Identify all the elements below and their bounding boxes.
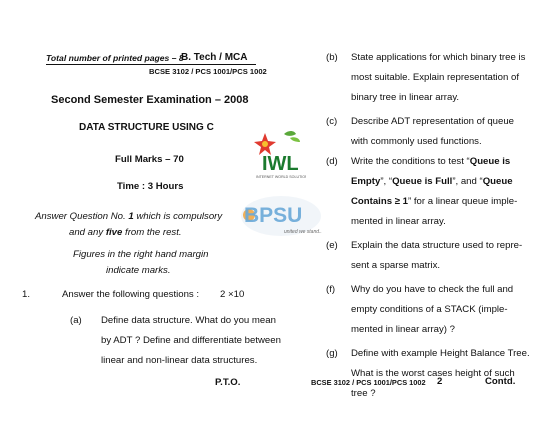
question-1-number: 1. <box>22 289 31 300</box>
course-codes: BCSE 3102 / PCS 1001/PCS 1002 <box>149 67 267 76</box>
instructions-line-3: Figures in the right hand margin <box>73 249 209 260</box>
question-d-line-1: Write the conditions to test “Queue is <box>351 156 511 167</box>
question-c-line-1: Describe ADT representation of queue <box>351 116 515 127</box>
svg-text:INTERNET WORLD SOLUTIONS: INTERNET WORLD SOLUTIONS <box>256 175 306 179</box>
question-d-line-4: mented in linear array. <box>351 216 446 227</box>
question-1-text: Answer the following questions : <box>62 289 200 300</box>
question-f-label: (f) <box>326 284 336 295</box>
question-d-label: (d) <box>326 156 338 167</box>
question-e-line-1: Explain the data structure used to repre- <box>351 240 523 251</box>
instructions-line-4: indicate marks. <box>106 265 171 276</box>
question-f-line-3: mented in linear array) ? <box>351 324 455 335</box>
footer-course-codes: BCSE 3102 / PCS 1001/PCS 1002 <box>311 378 426 387</box>
time-allowed: Time : 3 Hours <box>117 181 184 192</box>
question-1-marks: 2 ×10 <box>220 289 245 300</box>
instructions-line-1: Answer Question No. 1 which is compulsory <box>35 211 223 222</box>
iwl-logo <box>250 128 306 180</box>
question-d-line-2: Empty”, “Queue is Full”, and “Queue <box>351 176 513 187</box>
question-f-line-1: Why do you have to check the full and <box>351 284 514 295</box>
question-g-line-2: What is the worst cases height of such <box>351 368 515 379</box>
instructions-line-2: and any five from the rest. <box>69 227 182 238</box>
question-e-line-2: sent a sparse matrix. <box>351 260 441 271</box>
total-pages-label: Total number of printed pages – 8 <box>46 53 184 63</box>
question-1a-line-3: linear and non-linear data structures. <box>101 355 258 366</box>
question-f-line-2: empty conditions of a STACK (imple- <box>351 304 508 315</box>
iwl-logo-graphic <box>250 128 306 180</box>
bpsu-logo <box>240 195 322 237</box>
exam-title: Second Semester Examination – 2008 <box>51 94 249 106</box>
question-1a-line-1: Define data structure. What do you mean <box>101 315 276 326</box>
question-g-line-1: Define with example Height Balance Tree. <box>351 348 530 359</box>
svg-text:IWL: IWL <box>262 153 299 175</box>
pto-label: P.T.O. <box>215 377 241 388</box>
svg-text:BPSU: BPSU <box>244 204 303 227</box>
page-number: 2 <box>437 376 443 387</box>
programme-label: B. Tech / MCA <box>181 52 248 63</box>
contd-label: Contd. <box>485 376 516 387</box>
question-b-line-3: binary tree in linear array. <box>351 92 460 103</box>
bpsu-logo-graphic <box>240 195 322 237</box>
svg-text:united we stand...: united we stand... <box>284 229 322 235</box>
question-b-line-1: State applications for which binary tree is <box>351 52 526 63</box>
full-marks: Full Marks – 70 <box>115 154 184 165</box>
question-g-line-3: tree ? <box>351 388 376 399</box>
question-c-line-2: with commonly used functions. <box>351 136 482 147</box>
question-b-label: (b) <box>326 52 338 63</box>
question-g-label: (g) <box>326 348 338 359</box>
subject-title: DATA STRUCTURE USING C <box>79 122 214 133</box>
header-underline <box>46 64 256 65</box>
question-1a-line-2: by ADT ? Define and differentiate between <box>101 335 281 346</box>
question-d-line-3: Contains ≥ 1” for a linear queue imple- <box>351 196 518 207</box>
question-c-label: (c) <box>326 116 338 127</box>
question-e-label: (e) <box>326 240 338 251</box>
question-1a-label: (a) <box>70 315 82 326</box>
question-b-line-2: most suitable. Explain representation of <box>351 72 519 83</box>
